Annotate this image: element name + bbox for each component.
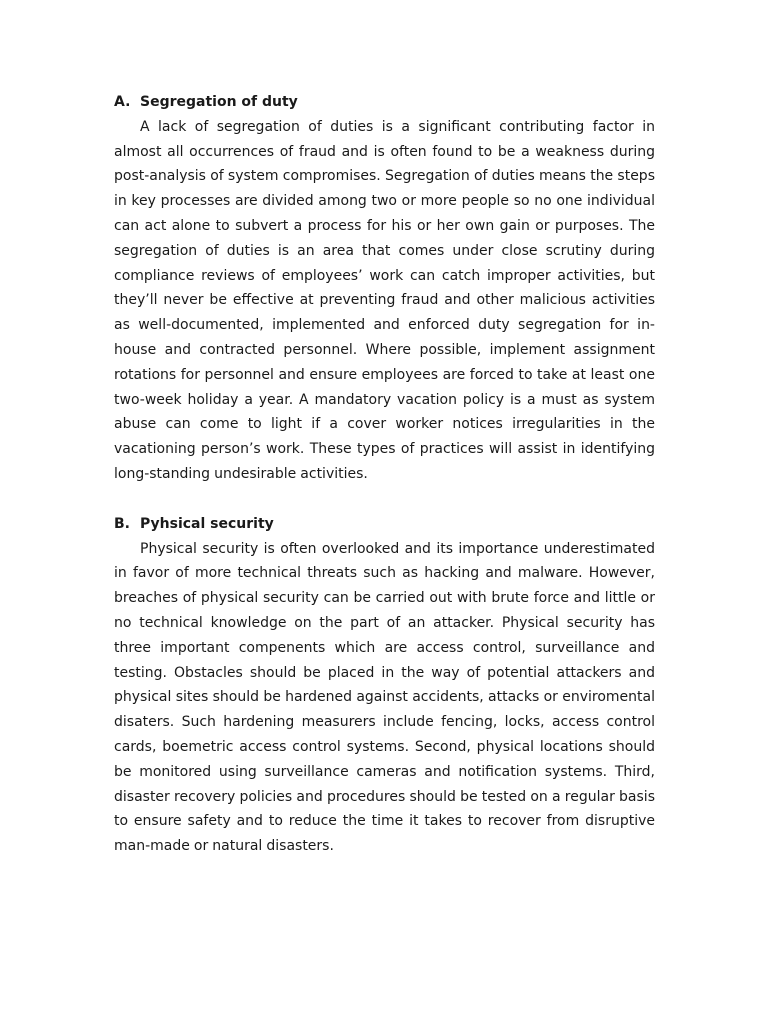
document-page: [114, 90, 655, 859]
section-title: Pyhsical security: [140, 515, 274, 532]
section-marker: B.: [114, 515, 130, 532]
section-marker: A.: [114, 94, 131, 110]
section-paragraph: A lack of segregation of duties is a significant contributing factor in almost all occurrences of fraud and is often found to be a weakness during post-analysis of system compromises. Segregation of duties means the steps in key processes are divided among two or more people so no one individual can act alone to subvert a process for his or her own gain or purposes. The segregation of duties is an area that comes under close scrutiny during compliance reviews of employees’ work can catch improper activities, but they’ll never be effective at preventing fraud and other malicious activities as well-documented, implemented and enforced duty segregation for in-house and contracted personnel. Where possible, implement assignment rotations for personnel and ensure employees are forced to take at least one two-week holiday a year. A mandatory vacation policy is a must as system abuse can come to light if a cover worker notices irregularities in the vacationing person’s work. These types of practices will assist in identifying long-standing undesirable activities.: [114, 118, 655, 482]
section-title: Segregation of duty: [140, 94, 298, 110]
section-heading: [114, 512, 655, 537]
section-physical-security: [114, 512, 655, 859]
section-heading: [114, 90, 655, 115]
section-paragraph: Physical security is often overlooked and its importance underestimated in favor of more technical threats such as hacking and malware. However, breaches of physical security can be carried out with brute force and little or no technical knowledge on the part of an attacker. Physical security has three important compenents which are access control, surveillance and testing. Obstacles should be placed in the way of potential attackers and physical sites should be hardened against accidents, attacks or enviromental disaters. Such hardening measurers include fencing, locks, access control cards, boemetric access control systems. Second, physical locations should be monitored using surveillance cameras and notification systems. Third, disaster recovery policies and procedures should be tested on a regular basis to ensure safety and to reduce the time it takes to recover from disruptive man-made or natural disasters.: [114, 540, 655, 855]
section-segregation-of-duty: [114, 90, 655, 487]
